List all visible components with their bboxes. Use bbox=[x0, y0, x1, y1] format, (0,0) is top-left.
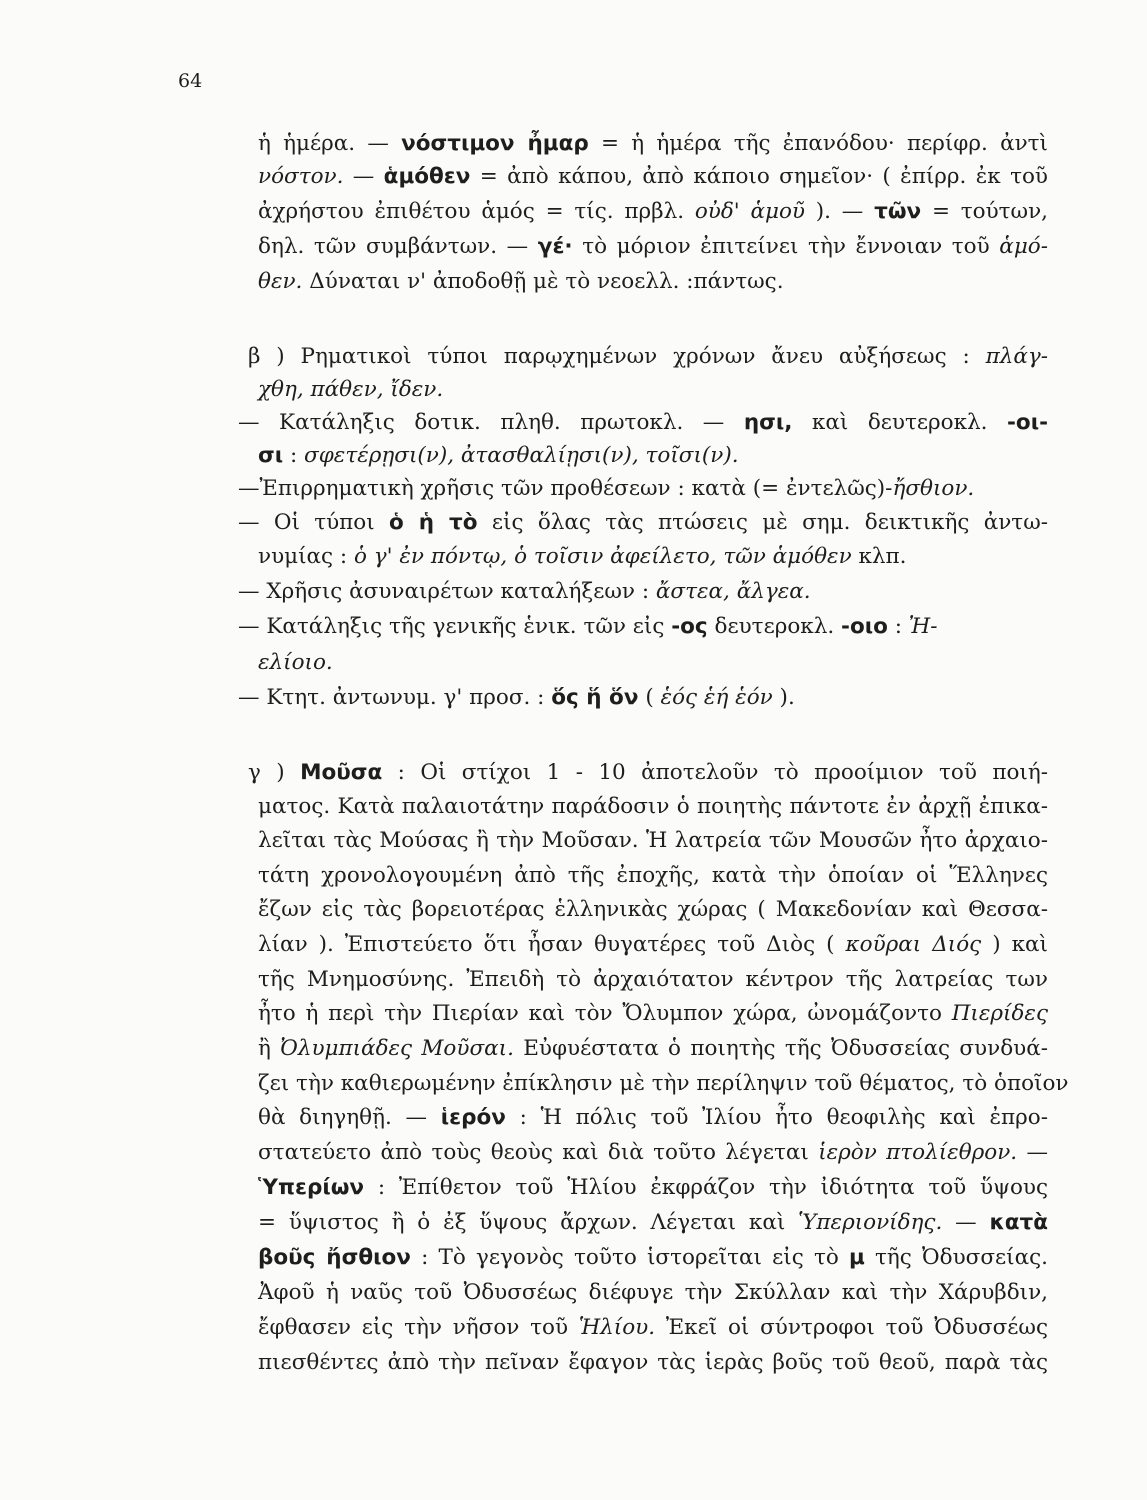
text-line bbox=[258, 232, 1048, 262]
text-span: : bbox=[887, 614, 909, 639]
text-line bbox=[238, 577, 1048, 607]
text-line bbox=[258, 375, 1048, 405]
text-line bbox=[258, 826, 1048, 856]
text-span: — Χρῆσις ἀσυναιρέτων καταλήξεων : bbox=[238, 579, 656, 604]
text-span: Ἀφοῦ ἡ ναῦς τοῦ Ὀδυσσέως διέφυγε τὴν Σκύλλαν καὶ τὴν Χάρυβδιν, bbox=[258, 1280, 1048, 1305]
text-line bbox=[238, 474, 1048, 504]
text-line bbox=[258, 129, 1048, 159]
text-span: —Ἐπιρρηματικὴ χρῆσις τῶν προθέσεων : κατὰ (= ἐντελῶς)- bbox=[238, 476, 893, 501]
text-span: δευτεροκλ. bbox=[707, 614, 842, 639]
bold-term: κατὰ bbox=[989, 1210, 1048, 1235]
text-line bbox=[258, 1208, 1048, 1238]
bold-term: -ος bbox=[671, 614, 708, 639]
text-span: καὶ δευτεροκλ. bbox=[792, 410, 1007, 435]
italic-text: ἑός ἑή ἑόν bbox=[660, 685, 773, 710]
bold-term: σι bbox=[258, 443, 284, 468]
text-span: ἔζων εἰς τὰς βορειοτέρας ἑλληνικὰς χώρας ( Μακεδονίαν καὶ Θεσσα- bbox=[258, 897, 1048, 922]
text-line bbox=[258, 648, 1048, 678]
text-span: στατεύετο ἀπὸ τοὺς θεοὺς καὶ διὰ τοῦτο λέγεται bbox=[258, 1140, 819, 1165]
text-span: : Ἡ πόλις τοῦ Ἰλίου ἦτο θεοφιλὴς καὶ ἐπρο- bbox=[505, 1105, 1048, 1130]
italic-text: Ὀλυμπιάδες Μοῦσαι. bbox=[280, 1036, 514, 1061]
text-line bbox=[258, 1313, 1048, 1343]
text-span: τὸ μόριον ἐπιτείνει τὴν ἔννοιαν τοῦ bbox=[572, 234, 1000, 259]
text-span: ἢ bbox=[258, 1036, 281, 1061]
text-line bbox=[258, 162, 1048, 192]
text-span: ). — bbox=[805, 199, 875, 224]
italic-text: οὐδ' ἁμοῦ bbox=[694, 199, 805, 224]
text-line bbox=[258, 1103, 1048, 1133]
text-line bbox=[258, 1034, 1048, 1064]
text-span: θὰ διηγηθῇ. — bbox=[258, 1105, 441, 1130]
text-span: : Ἐπίθετον τοῦ Ἡλίου ἐκφράζον τὴν ἰδιότητα τοῦ ὕψους bbox=[364, 1175, 1048, 1200]
text-line bbox=[238, 612, 1048, 642]
text-span: : bbox=[283, 443, 305, 468]
text-span: = ἀπὸ κάπου, ἀπὸ κάποιο σημεῖον· ( ἐπίρρ. ἐκ τοῦ bbox=[470, 164, 1048, 189]
text-span: — bbox=[942, 1210, 990, 1235]
italic-text: σφετέρῃσι(ν), ἀτασθαλίῃσι(ν), τοῖσι(ν). bbox=[304, 443, 739, 468]
italic-text: χθη, πάθεν, ἴδεν. bbox=[258, 377, 444, 402]
text-line bbox=[258, 197, 1048, 227]
italic-text: νόστον. bbox=[258, 164, 344, 189]
bold-term: Ὑπερίων bbox=[258, 1175, 365, 1200]
bold-term: ὁ ἡ τὸ bbox=[389, 510, 478, 535]
text-line bbox=[258, 999, 1048, 1029]
text-line bbox=[258, 441, 1048, 471]
text-span: = ἡ ἡμέρα τῆς ἐπανόδου· περίφρ. ἀντὶ bbox=[588, 131, 1048, 156]
text-span: : Οἱ στίχοι 1 - 10 ἀποτελοῦν τὸ προοίμιον τοῦ ποιή- bbox=[382, 760, 1049, 785]
text-span: ἡ ἡμέρα. — bbox=[258, 131, 402, 156]
text-line bbox=[258, 965, 1048, 995]
text-span: ). bbox=[772, 685, 795, 710]
text-span: ἔφθασεν εἰς τὴν νῆσον τοῦ bbox=[258, 1315, 579, 1340]
bold-term: Μοῦσα bbox=[300, 760, 383, 785]
bold-term: νόστιμον ἦμαρ bbox=[401, 131, 589, 156]
page-number: 64 bbox=[178, 70, 203, 92]
italic-text: Ὑπεριονίδης. bbox=[798, 1210, 943, 1235]
text-span: Δύναται ν' ἀποδοθῇ μὲ τὸ νεοελλ. :πάντως. bbox=[302, 269, 784, 294]
text-span: — bbox=[343, 164, 384, 189]
text-span: = τούτων, bbox=[921, 199, 1048, 224]
bold-term: γέ· bbox=[537, 234, 573, 259]
text-span: λεῖται τὰς Μούσας ἢ τὴν Μοῦσαν. Ἡ λατρεία τῶν Μουσῶν ἦτο ἀρχαιο- bbox=[258, 828, 1048, 853]
text-span: Εὐφυέστατα ὁ ποιητὴς τῆς Ὀδυσσείας συνδυά- bbox=[513, 1036, 1048, 1061]
text-span: ζει τὴν καθιερωμένην ἐπίκλησιν μὲ τὴν περίληψιν τοῦ θέματος, τὸ ὁποῖον bbox=[258, 1071, 1069, 1096]
text-line bbox=[238, 508, 1048, 538]
text-span: τῆς Μνημοσύνης. Ἐπειδὴ τὸ ἀρχαιότατον κέντρον τῆς λατρείας των bbox=[258, 967, 1048, 992]
text-line bbox=[258, 1243, 1048, 1273]
text-line bbox=[258, 542, 1048, 572]
text-span: ( bbox=[638, 685, 661, 710]
italic-text: πλάγ- bbox=[985, 344, 1048, 369]
text-span: — Οἱ τύποι bbox=[238, 510, 390, 535]
bold-term: βοῦς ἤσθιον bbox=[258, 1245, 411, 1270]
text-span: λίαν ). Ἐπιστεύετο ὅτι ἦσαν θυγατέρες τοῦ Διὸς ( bbox=[258, 932, 846, 957]
text-span: — Κτητ. ἀντωνυμ. γ' προσ. : bbox=[238, 685, 552, 710]
text-span: κλπ. bbox=[851, 544, 907, 569]
bold-term: ἁμόθεν bbox=[383, 164, 471, 189]
bold-term: ὅς ἥ ὅν bbox=[551, 685, 639, 710]
bold-term: μ bbox=[849, 1245, 865, 1270]
text-span: : Τὸ γεγονὸς τοῦτο ἱστορεῖται εἰς τὸ bbox=[410, 1245, 849, 1270]
italic-text: Πιερίδες bbox=[951, 1001, 1048, 1026]
text-line bbox=[258, 1348, 1048, 1378]
bold-term: -οι- bbox=[1007, 410, 1048, 435]
bold-term: τῶν bbox=[874, 199, 922, 224]
text-span: — bbox=[1017, 1140, 1048, 1165]
text-span: τάτη χρονολογουμένη ἀπὸ τῆς ἐποχῆς, κατὰ τὴν ὁποίαν οἱ Ἕλληνες bbox=[258, 863, 1048, 888]
text-line bbox=[258, 1278, 1048, 1308]
text-span: — Κατάληξις τῆς γενικῆς ἑνικ. τῶν εἰς bbox=[238, 614, 672, 639]
bold-term: ἱερόν bbox=[440, 1105, 506, 1130]
italic-text: Ἠ- bbox=[908, 614, 938, 639]
text-line bbox=[238, 683, 1048, 713]
text-line bbox=[258, 930, 1048, 960]
bold-term: ησι, bbox=[743, 410, 793, 435]
text-span: ) καὶ bbox=[981, 932, 1048, 957]
italic-text: κοῦραι Διός bbox=[845, 932, 982, 957]
text-span: Ἐκεῖ οἱ σύντροφοι τοῦ Ὀδυσσέως bbox=[655, 1315, 1048, 1340]
bold-term: -οιο bbox=[841, 614, 888, 639]
italic-text: ελίοιο. bbox=[258, 650, 333, 675]
italic-text: ὁ γ' ἐν πόντῳ, ὁ τοῖσιν ἀφείλετο, τῶν ἁμόθεν bbox=[354, 544, 852, 569]
text-span: πιεσθέντες ἀπὸ τὴν πεῖναν ἔφαγον τὰς ἱερὰς βοῦς τοῦ θεοῦ, παρὰ τὰς bbox=[258, 1350, 1048, 1375]
text-line bbox=[248, 758, 1048, 788]
text-line bbox=[258, 1138, 1048, 1168]
italic-text: θεν. bbox=[258, 269, 303, 294]
text-line bbox=[258, 267, 1048, 297]
text-span: τῆς Ὀδυσσείας. bbox=[864, 1245, 1048, 1270]
text-span: ματος. Κατὰ παλαιοτάτην παράδοσιν ὁ ποιητὴς πάντοτε ἐν ἀρχῇ ἐπικα- bbox=[258, 794, 1048, 819]
text-span: νυμίας : bbox=[258, 544, 355, 569]
text-line bbox=[258, 861, 1048, 891]
text-line bbox=[258, 1069, 1069, 1099]
text-line bbox=[258, 792, 1048, 822]
text-span: γ ) bbox=[248, 760, 301, 785]
text-line bbox=[258, 895, 1048, 925]
text-line bbox=[248, 342, 1048, 372]
italic-text: Ἡλίου. bbox=[578, 1315, 656, 1340]
text-line bbox=[238, 408, 1048, 438]
text-span: — Κατάληξις δοτικ. πληθ. πρωτοκλ. — bbox=[238, 410, 744, 435]
text-span: εἰς ὅλας τὰς πτώσεις μὲ σημ. δεικτικῆς ἀντω- bbox=[477, 510, 1048, 535]
italic-text: ἄστεα, ἄλγεα. bbox=[655, 579, 811, 604]
italic-text: ἱερὸν πτολίεθρον. bbox=[818, 1140, 1018, 1165]
text-span: ἦτο ἡ περὶ τὴν Πιερίαν καὶ τὸν Ὄλυμπον χώρα, ὠνομάζοντο bbox=[258, 1001, 952, 1026]
italic-text: ἤσθιον. bbox=[892, 476, 975, 501]
italic-text: ἁμό- bbox=[999, 234, 1048, 259]
text-span: β ) Ρηματικοὶ τύποι παρῳχημένων χρόνων ἄνευ αὐξήσεως : bbox=[248, 344, 986, 369]
text-span: δηλ. τῶν συμβάντων. — bbox=[258, 234, 538, 259]
text-line bbox=[258, 1173, 1048, 1203]
text-span: = ὕψιστος ἢ ὁ ἐξ ὕψους ἄρχων. Λέγεται καὶ bbox=[258, 1210, 799, 1235]
text-span: ἀχρήστου ἐπιθέτου ἁμός = τίς. πρβλ. bbox=[258, 199, 695, 224]
